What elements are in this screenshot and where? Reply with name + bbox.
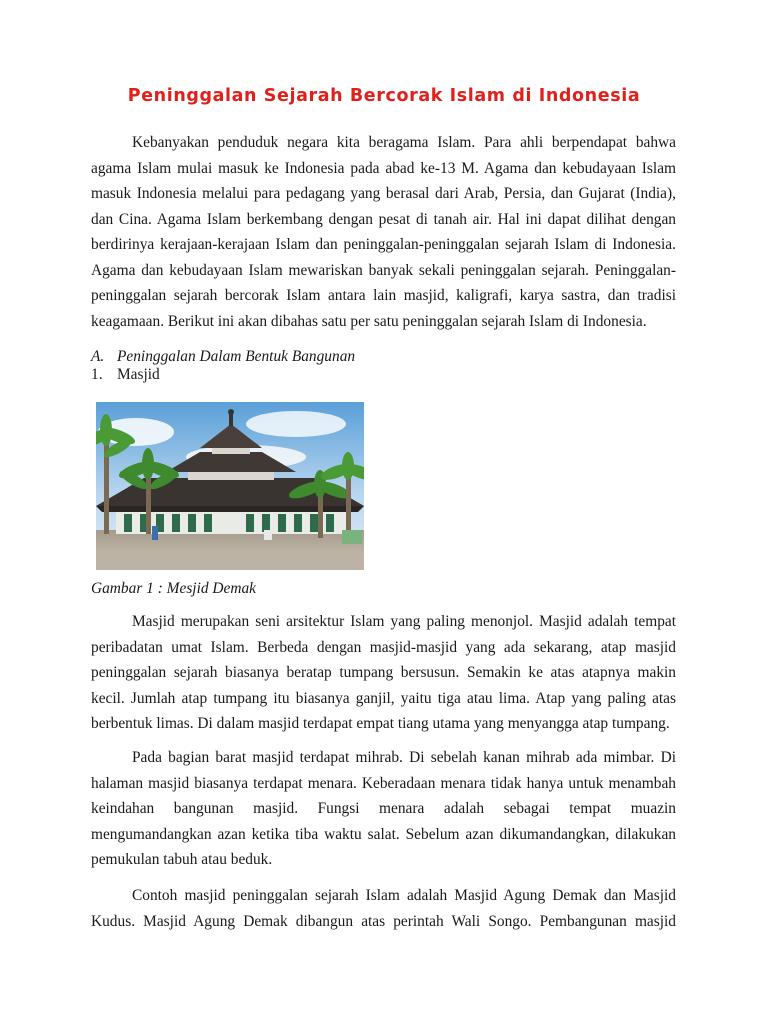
text-line: Kudus. Masjid Agung Demak dibangun atas perintah Wali Songo. Pembangunan masjid bbox=[91, 912, 676, 930]
section-label: Peninggalan Dalam Bentuk Bangunan bbox=[117, 348, 356, 365]
text-line: peninggalan sejarah bercorak Islam antara lain masjid, kaligrafi, karya sastra, dan tradisi bbox=[91, 287, 676, 304]
text-line: pemukulan tabuh atau beduk. bbox=[91, 851, 273, 868]
paragraph-mihrab bbox=[91, 745, 676, 873]
text-line: mengumandangkan azan ketika tiba waktu salat. Sebelum azan dikumandangkan, dilakukan bbox=[91, 825, 676, 843]
text-line: Pada bagian barat masjid terdapat mihrab. Di sebelah kanan mihrab ada mimbar. Di bbox=[132, 749, 676, 766]
section-heading bbox=[91, 348, 355, 366]
figure-caption: Gambar 1 : Mesjid Demak bbox=[91, 580, 256, 597]
subsection-heading bbox=[91, 366, 160, 384]
text-line: berdirinya kerajaan-kerajaan Islam dan peninggalan-peninggalan sejarah Islam di Indonesia. bbox=[91, 236, 676, 253]
text-line: Agama dan kebudayaan Islam mewariskan banyak sekali peninggalan sejarah. Peninggalan- bbox=[91, 261, 676, 279]
mosque-photo bbox=[96, 402, 364, 570]
text-line: Masjid merupakan seni arsitektur Islam yang paling menonjol. Masjid adalah tempat bbox=[132, 613, 676, 630]
text-line: agama Islam mulai masuk ke Indonesia pada abad ke-13 M. Agama dan kebudayaan Islam bbox=[91, 159, 676, 177]
paragraph-masjid bbox=[91, 609, 676, 737]
text-line: keagamaan. Berikut ini akan dibahas satu per satu peninggalan sejarah Islam di Indonesia. bbox=[91, 312, 647, 330]
text-line: halaman masjid biasanya terdapat menara. Keberadaan menara tidak hanya untuk menambah bbox=[91, 774, 676, 792]
text-line: Contoh masjid peninggalan sejarah Islam adalah Masjid Agung Demak dan Masjid bbox=[132, 887, 676, 904]
paragraph-contoh bbox=[91, 883, 676, 934]
item-label: Masjid bbox=[117, 366, 160, 383]
text-line: kecil. Jumlah atap tumpang itu biasanya ganjil, yaitu tiga atau lima. Atap yang paling atas bbox=[91, 689, 676, 707]
text-line: masuk Indonesia melalui para pedagang yang berasal dari Arab, Persia, dan Gujarat (India), bbox=[91, 185, 676, 202]
text-line: keindahan bangunan masjid. Fungsi menara adalah sebagai tempat muazin bbox=[91, 800, 676, 817]
text-line: berbentuk limas. Di dalam masjid terdapat empat tiang utama yang menyangga atap tumpang. bbox=[91, 715, 670, 732]
text-line: dan Cina. Agama Islam berkembang dengan pesat di tanah air. Hal ini dapat dilihat dengan bbox=[91, 210, 676, 228]
text-line: peninggalan sejarah biasanya beratap tumpang bersusun. Semakin ke atas atapnya makin bbox=[91, 664, 676, 681]
intro-paragraph bbox=[91, 130, 676, 334]
text-line: peribadatan umat Islam. Berbeda dengan masjid-masjid yang ada sekarang, atap masjid bbox=[91, 638, 676, 656]
item-number: 1. bbox=[91, 366, 103, 383]
section-number: A. bbox=[91, 348, 105, 365]
page-title: Peninggalan Sejarah Bercorak Islam di Indonesia bbox=[127, 86, 641, 106]
text-line: Kebanyakan penduduk negara kita beragama Islam. Para ahli berpendapat bahwa bbox=[132, 134, 676, 151]
